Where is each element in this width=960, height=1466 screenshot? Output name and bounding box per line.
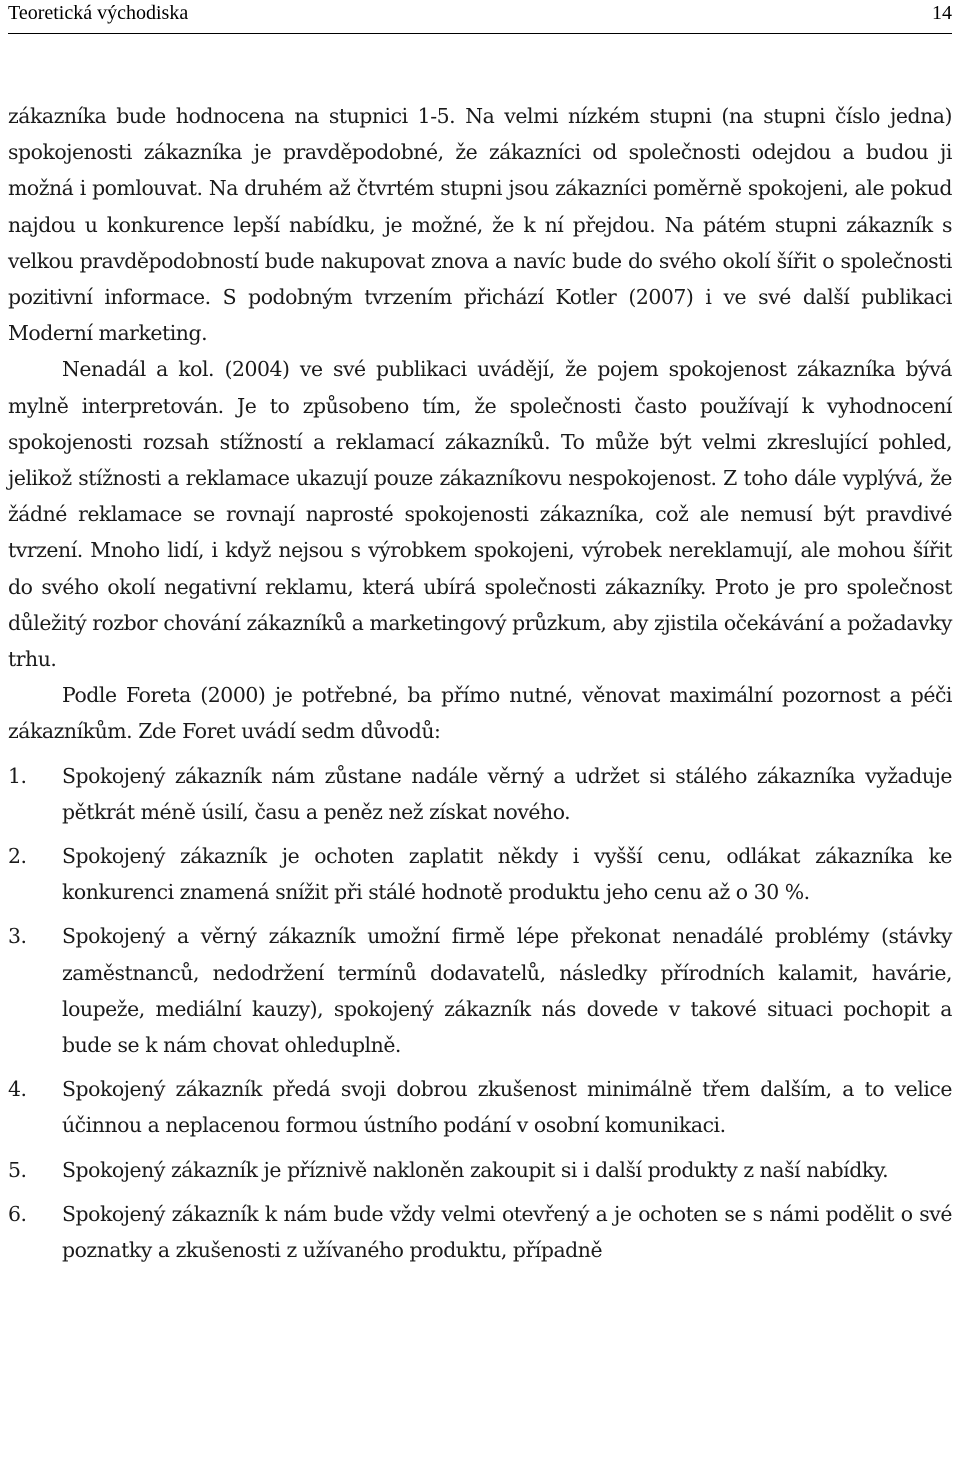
list-item-text: Spokojený zákazník nám zůstane nadále věrný a udržet si stálého zákazníka vyžaduje pětkrát méně úsilí, času a peněz než získat nového. — [62, 763, 952, 824]
paragraph: Nenadál a kol. (2004) ve své publikaci uvádějí, že pojem spokojenost zákazníka bývá mylně interpretován. Je to způsobeno tím, že společnosti často používají k vyhodnocení spokojenosti rozsah stížností a reklamací zákazníků. To může být velmi zkreslující pohled, jelikož stížnosti a reklamace ukazují pouze zákazníkovu nespokojenost. Z toho dále vyplývá, že žádné reklamace se rovnají naprosté spokojenosti zákazníka, což ale nemusí být pravdivé tvrzení. Mnoho lidí, i když nejsou s výrobkem spokojeni, výrobek nereklamují, ale mohou šířit do svého okolí negativní reklamu, která ubírá společnosti zákazníky. Proto je pro společnost důležitý rozbor chování zákazníků a marketingový průzkum, aby zjistila očekávání a požadavky trhu. — [8, 357, 952, 672]
list-item-text: Spokojený zákazník předá svoji dobrou zkušenost minimálně třem dalším, a to velice účinnou a neplacenou formou ústního podání v osobní komunikaci. — [62, 1077, 952, 1138]
list-item-text: Spokojený zákazník je ochoten zaplatit někdy i vyšší cenu, odlákat zákazníka ke konkurenci znamená snížit při stálé hodnotě produktu jeho cenu až o 30 %. — [62, 844, 952, 905]
reasons-list — [8, 758, 952, 1269]
paragraph: Podle Foreta (2000) je potřebné, ba přímo nutné, věnovat maximální pozornost a péči zákazníkům. Zde Foret uvádí sedm důvodů: — [8, 683, 952, 744]
body-text — [8, 98, 952, 1268]
list-item — [8, 838, 952, 910]
list-number: 6. — [8, 1201, 27, 1226]
list-item — [8, 758, 952, 830]
list-item — [8, 918, 952, 1063]
paragraph: zákazníka bude hodnocena na stupnici 1-5. Na velmi nízkém stupni (na stupni číslo jedna) spokojenosti zákazníka je pravděpodobné, že zákazníci od společnosti odejdou a budou ji možná i pomlouvat. Na druhém až čtvrtém stupni jsou zákazníci poměrně spokojeni, ale pokud najdou u konkurence lepší nabídku, je možné, že k ní přejdou. Na pátém stupni zákazník s velkou pravděpodobností bude nakupovat znova a navíc bude do svého okolí šířit o společnosti pozitivní informace. S podobným tvrzením přichází Kotler (2007) i ve své další publikaci Moderní marketing. — [8, 104, 952, 346]
list-item-text: Spokojený a věrný zákazník umožní firmě lépe překonat nenadálé problémy (stávky zaměstnanců, nedodržení termínů dodavatelů, následky přírodních kalamit, havárie, loupeže, mediální kauzy), spokojený zákazník nás dovede v takové situaci pochopit a bude se k nám chovat ohleduplně. — [62, 924, 952, 1058]
running-header — [8, 0, 952, 34]
list-item-text: Spokojený zákazník je příznivě nakloněn zakoupit si i další produkty z naší nabídky. — [62, 1157, 889, 1182]
list-number: 3. — [8, 924, 27, 949]
list-number: 1. — [8, 763, 27, 788]
list-number: 4. — [8, 1077, 27, 1102]
list-item-text: Spokojený zákazník k nám bude vždy velmi otevřený a je ochoten se s námi podělit o své poznatky a zkušenosti z užívaného produktu, případně — [62, 1201, 952, 1263]
page-number: 14 — [932, 2, 952, 24]
list-number: 2. — [8, 844, 27, 869]
section-title: Teoretická východiska — [8, 2, 189, 24]
list-item — [8, 1196, 952, 1268]
list-number: 5. — [8, 1157, 27, 1182]
list-item — [8, 1071, 952, 1143]
list-item — [8, 1152, 952, 1188]
